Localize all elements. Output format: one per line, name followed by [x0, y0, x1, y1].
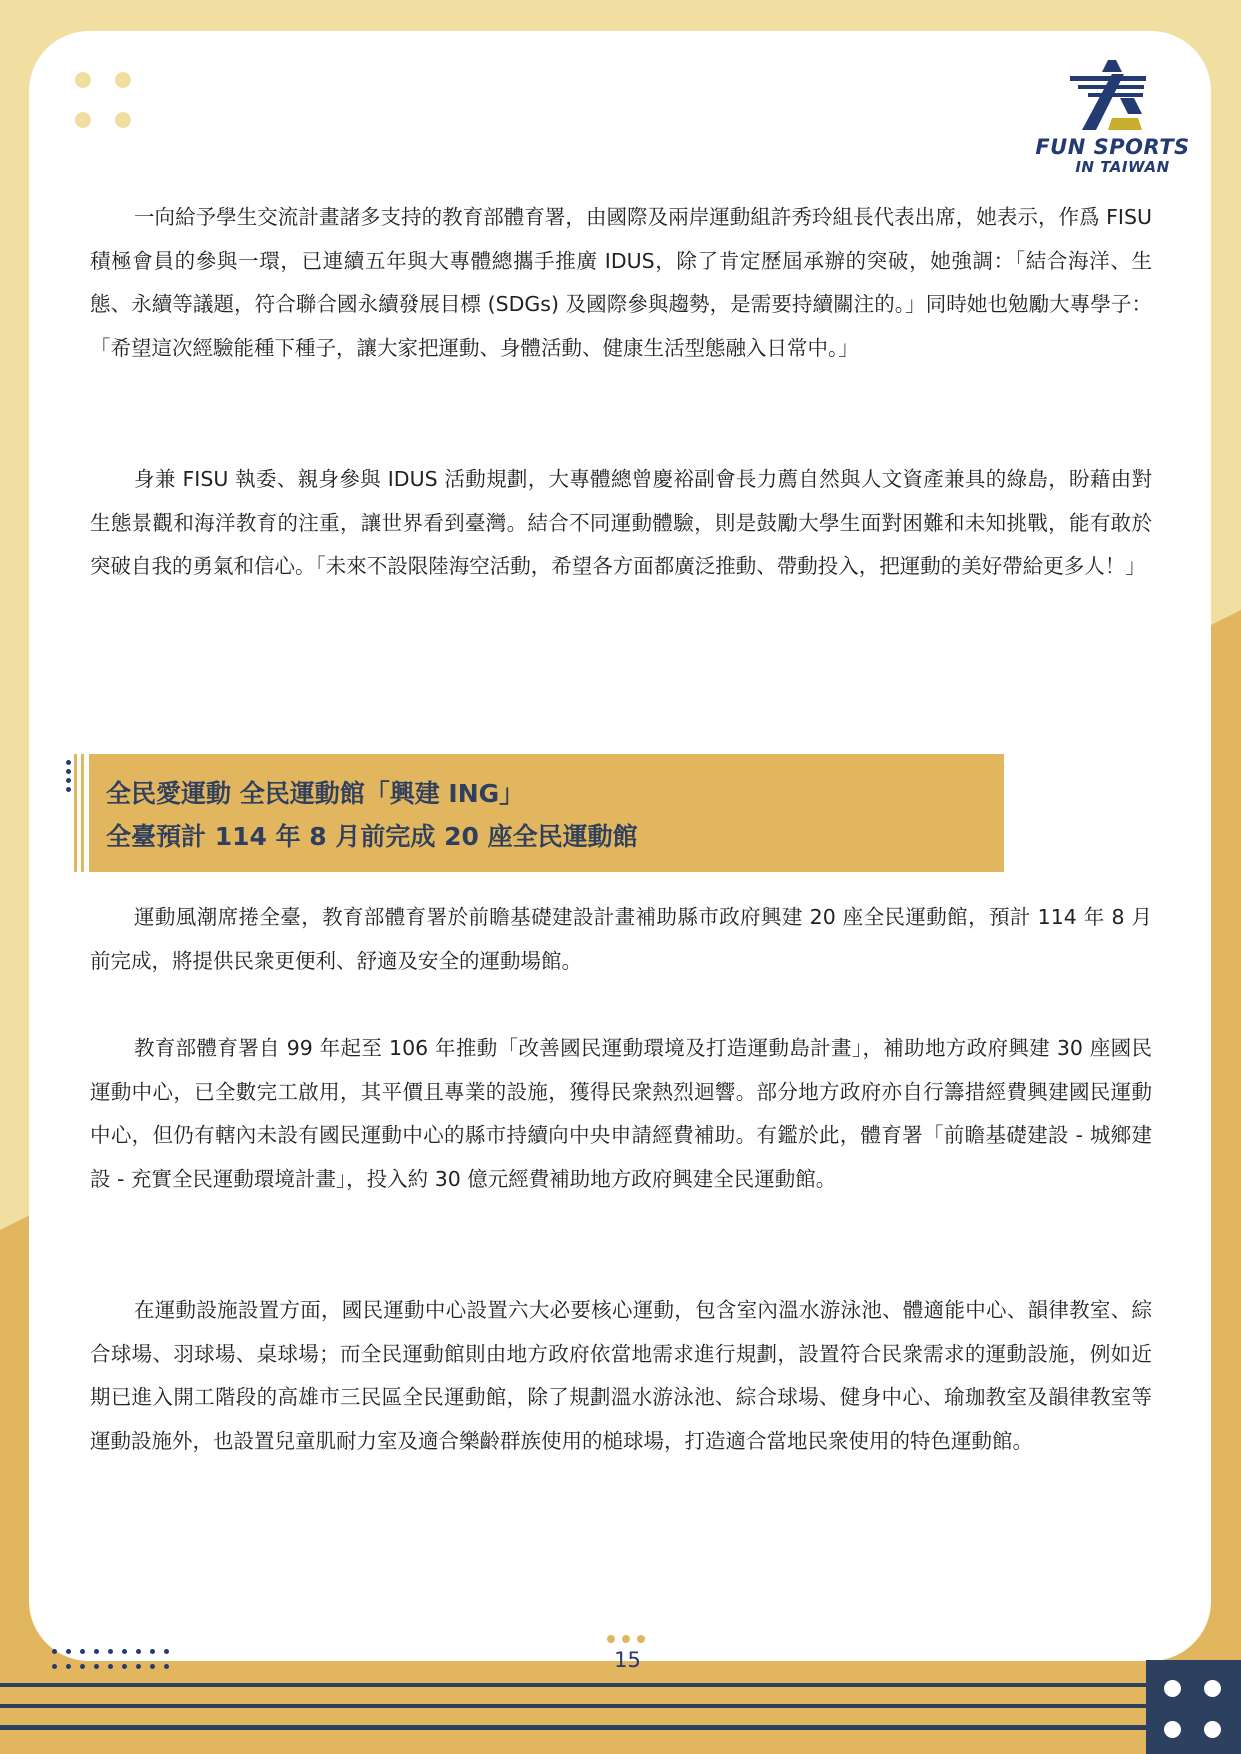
- decorative-dots-footer: [52, 1649, 172, 1675]
- footer-stripes: [0, 1683, 1241, 1743]
- paragraph-1: 一向給予學生交流計畫諸多支持的教育部體育署，由國際及兩岸運動組許秀玲組長代表出席，她表示，作爲 FISU 積極會員的參與一環，已連續五年與大專體總攜手推廣 IDUS，除了肯定歷屆承辦的突破，她強調：「結合海洋、生態、永續等議題，符合聯合國永續發展目標 (SDGs) 及國際參與趨勢，是需要持續關注的。」同時她也勉勵大專學子：「希望這次經驗能種下種子，讓大家把運動、身體活動、健康生活型態融入日常中。」: [90, 205, 1152, 360]
- paragraph-5: 在運動設施設置方面，國民運動中心設置六大必要核心運動，包含室內溫水游泳池、體適能中心、韻律教室、綜合球場、羽球場、桌球場；而全民運動館則由地方政府依當地需求進行規劃，設置符合民衆需求的運動設施，例如近期已進入開工階段的高雄市三民區全民運動館，除了規劃溫水游泳池、綜合球場、健身中心、瑜珈教室及韻律教室等運動設施外，也設置兒童肌耐力室及適合樂齡群族使用的槌球場，打造適合當地民衆使用的特色運動館。: [90, 1298, 1152, 1453]
- section-title-line1: 全民愛運動 全民運動館「興建 ING」: [106, 779, 525, 808]
- paragraph-4: 教育部體育署自 99 年起至 106 年推動「改善國民運動環境及打造運動島計畫」，補助地方政府興建 30 座國民運動中心，已全數完工啟用，其平價且專業的設施，獲得民衆熱烈迴響。部分地方政府亦自行籌措經費興建國民運動中心，但仍有轄內未設有國民運動中心的縣市持續向中央申請經費補助。有鑑於此，體育署「前瞻基礎建設 - 城鄉建設 - 充實全民運動環境計畫」，投入約 30 億元經費補助地方政府興建全民運動館。: [90, 1036, 1152, 1191]
- logo-line2: IN TAIWAN: [1075, 158, 1170, 176]
- section-header-stripe: [81, 754, 84, 872]
- section-title: [106, 772, 638, 858]
- page-number: 15: [614, 1648, 641, 1672]
- decorative-dots-top-left: [72, 70, 142, 130]
- paragraph-3: 運動風潮席捲全臺，教育部體育署於前瞻基礎建設計畫補助縣市政府興建 20 座全民運動館，預計 114 年 8 月前完成，將提供民衆更便利、舒適及安全的運動場館。: [90, 905, 1152, 973]
- paragraph-2: 身兼 FISU 執委、親身參與 IDUS 活動規劃，大專體總曾慶裕副會長力薦自然與人文資產兼具的綠島，盼藉由對生態景觀和海洋教育的注重，讓世界看到臺灣。結合不同運動體驗，則是鼓勵大學生面對困難和未知挑戰，能有敢於突破自我的勇氣和信心。「未來不設限陸海空活動，希望各方面都廣泛推動、帶動投入，把運動的美好帶給更多人！」: [90, 467, 1152, 578]
- section-header: [74, 754, 1004, 872]
- footer-corner-box: [1146, 1660, 1241, 1754]
- section-title-line2: 全臺預計 114 年 8 月前完成 20 座全民運動館: [106, 822, 638, 851]
- logo-line1: FUN SPORTS: [1035, 135, 1190, 159]
- page-number-dots: [607, 1635, 647, 1645]
- logo-wordmark: [1030, 137, 1195, 177]
- section-header-stripe: [74, 754, 77, 872]
